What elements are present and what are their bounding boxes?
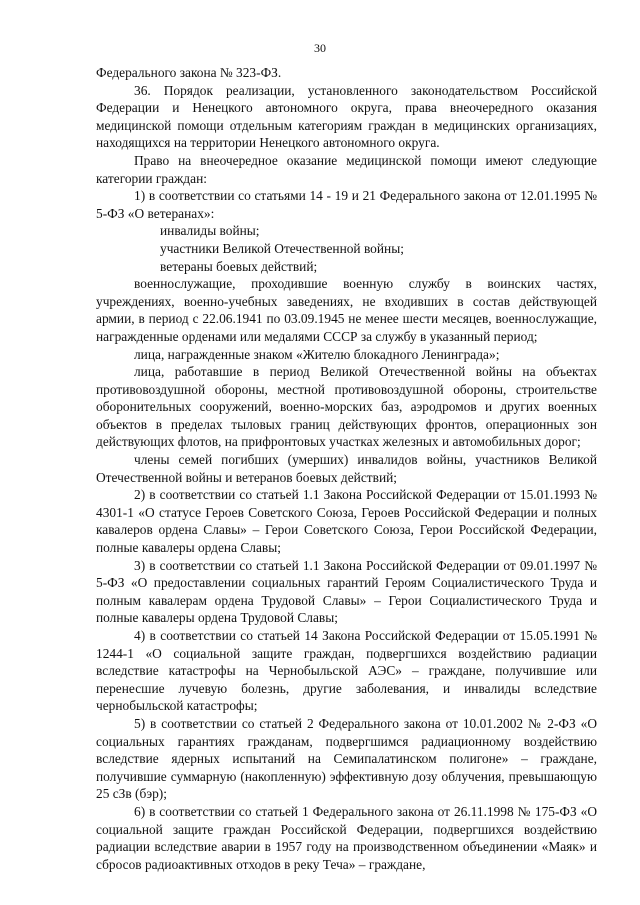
document-body	[96, 64, 597, 873]
list-item-combat-veterans: ветераны боевых действий;	[160, 258, 318, 274]
paragraph-defense-workers: лица, работавшие в период Великой Отечественной войны на объектах противовоздушной обороны, местной противовоздушной обороны, строительстве оборонительных сооружений, военно-морских баз, аэродромов и других военных объектов в пределах тыловых границ действующих фронтов, операционных зон действующих флотов, на прифронтовых участках железных и автомобильных дорог;	[96, 364, 597, 450]
paragraph-military-servicemen: военнослужащие, проходившие военную службу в воинских частях, учреждениях, военно-учебных заведениях, не входивших в состав действующей армии, в период с 22.06.1941 по 03.09.1945 не менее шести месяцев, военнослужащие, награжденные орденами или медалями СССР за службу в указанный период;	[96, 276, 597, 344]
paragraph-item-6: 6) в соответствии со статьей 1 Федерального закона от 26.11.1998 № 175-ФЗ «О социальной защите граждан Российской Федерации, подвергшихся воздействию радиации вследствие аварии в 1957 году на производственном объединении «Маяк» и сбросов радиоактивных отходов в реку Теча» – граждане,	[96, 803, 597, 872]
paragraph-section-36: 36. Порядок реализации, установленного законодательством Российской Федерации и Ненецкого автономного округа, права внеочередного оказания медицинской помощи отдельным категориям граждан в медицинских организациях, находящихся на территории Ненецкого автономного округа.	[96, 82, 597, 151]
paragraph-item-5: 5) в соответствии со статьей 2 Федерального закона от 10.01.2002 № 2-ФЗ «О социальных гарантиях гражданам, подвергшимся радиационному воздействию вследствие ядерных испытаний на Семипалатинском полигоне» – граждане, получившие суммарную (накопленную) эффективную дозу облучения, превышающую 25 сЗв (бэр);	[96, 715, 597, 802]
paragraph-item-4: 4) в соответствии со статьей 14 Закона Российской Федерации от 15.05.1991 № 1244-1 «О социальной защите граждан, подвергшихся воздействию радиации вследствие катастрофы на Чернобыльской АЭС» – граждане, получившие или перенесшие лучевую болезнь, другие заболевания, и инвалиды вследствие чернобыльской катастрофы;	[96, 628, 597, 714]
paragraph-item-3: 3) в соответствии со статьей 1.1 Закона Российской Федерации от 09.01.1997 № 5-ФЗ «О предоставлении социальных гарантий Героям Социалистического Труда и полным кавалерам ордена Трудовой Славы» – Герои Социалистического Труда и полные кавалеры ордена Трудовой Славы;	[96, 557, 597, 626]
list-item-war-participants: участники Великой Отечественной войны;	[160, 240, 404, 256]
page-number: 30	[314, 41, 326, 55]
paragraph-family-members: члены семей погибших (умерших) инвалидов войны, участников Великой Отечественной войны и ветеранов боевых действий;	[96, 452, 597, 485]
paragraph-item-2: 2) в соответствии со статьей 1.1 Закона Российской Федерации от 15.01.1993 № 4301-1 «О статусе Героев Советского Союза, Героев Российской Федерации и полных кавалеров ордена Славы» – Герои Советского Союза, Герои Российской Федерации, полные кавалеры ордена Славы;	[96, 487, 597, 556]
paragraph-law-reference: Федерального закона № 323-ФЗ.	[96, 65, 282, 80]
paragraph-item-1: 1) в соответствии со статьями 14 - 19 и 21 Федерального закона от 12.01.1995 № 5-ФЗ «О ветеранах»:	[96, 188, 597, 221]
paragraph-right-intro: Право на внеочередное оказание медицинской помощи имеют следующие категории граждан:	[96, 152, 597, 186]
paragraph-leningrad-badge: лица, награжденные знаком «Жителю блокадного Ленинграда»;	[134, 346, 500, 362]
list-item-war-invalids: инвалиды войны;	[160, 223, 260, 239]
